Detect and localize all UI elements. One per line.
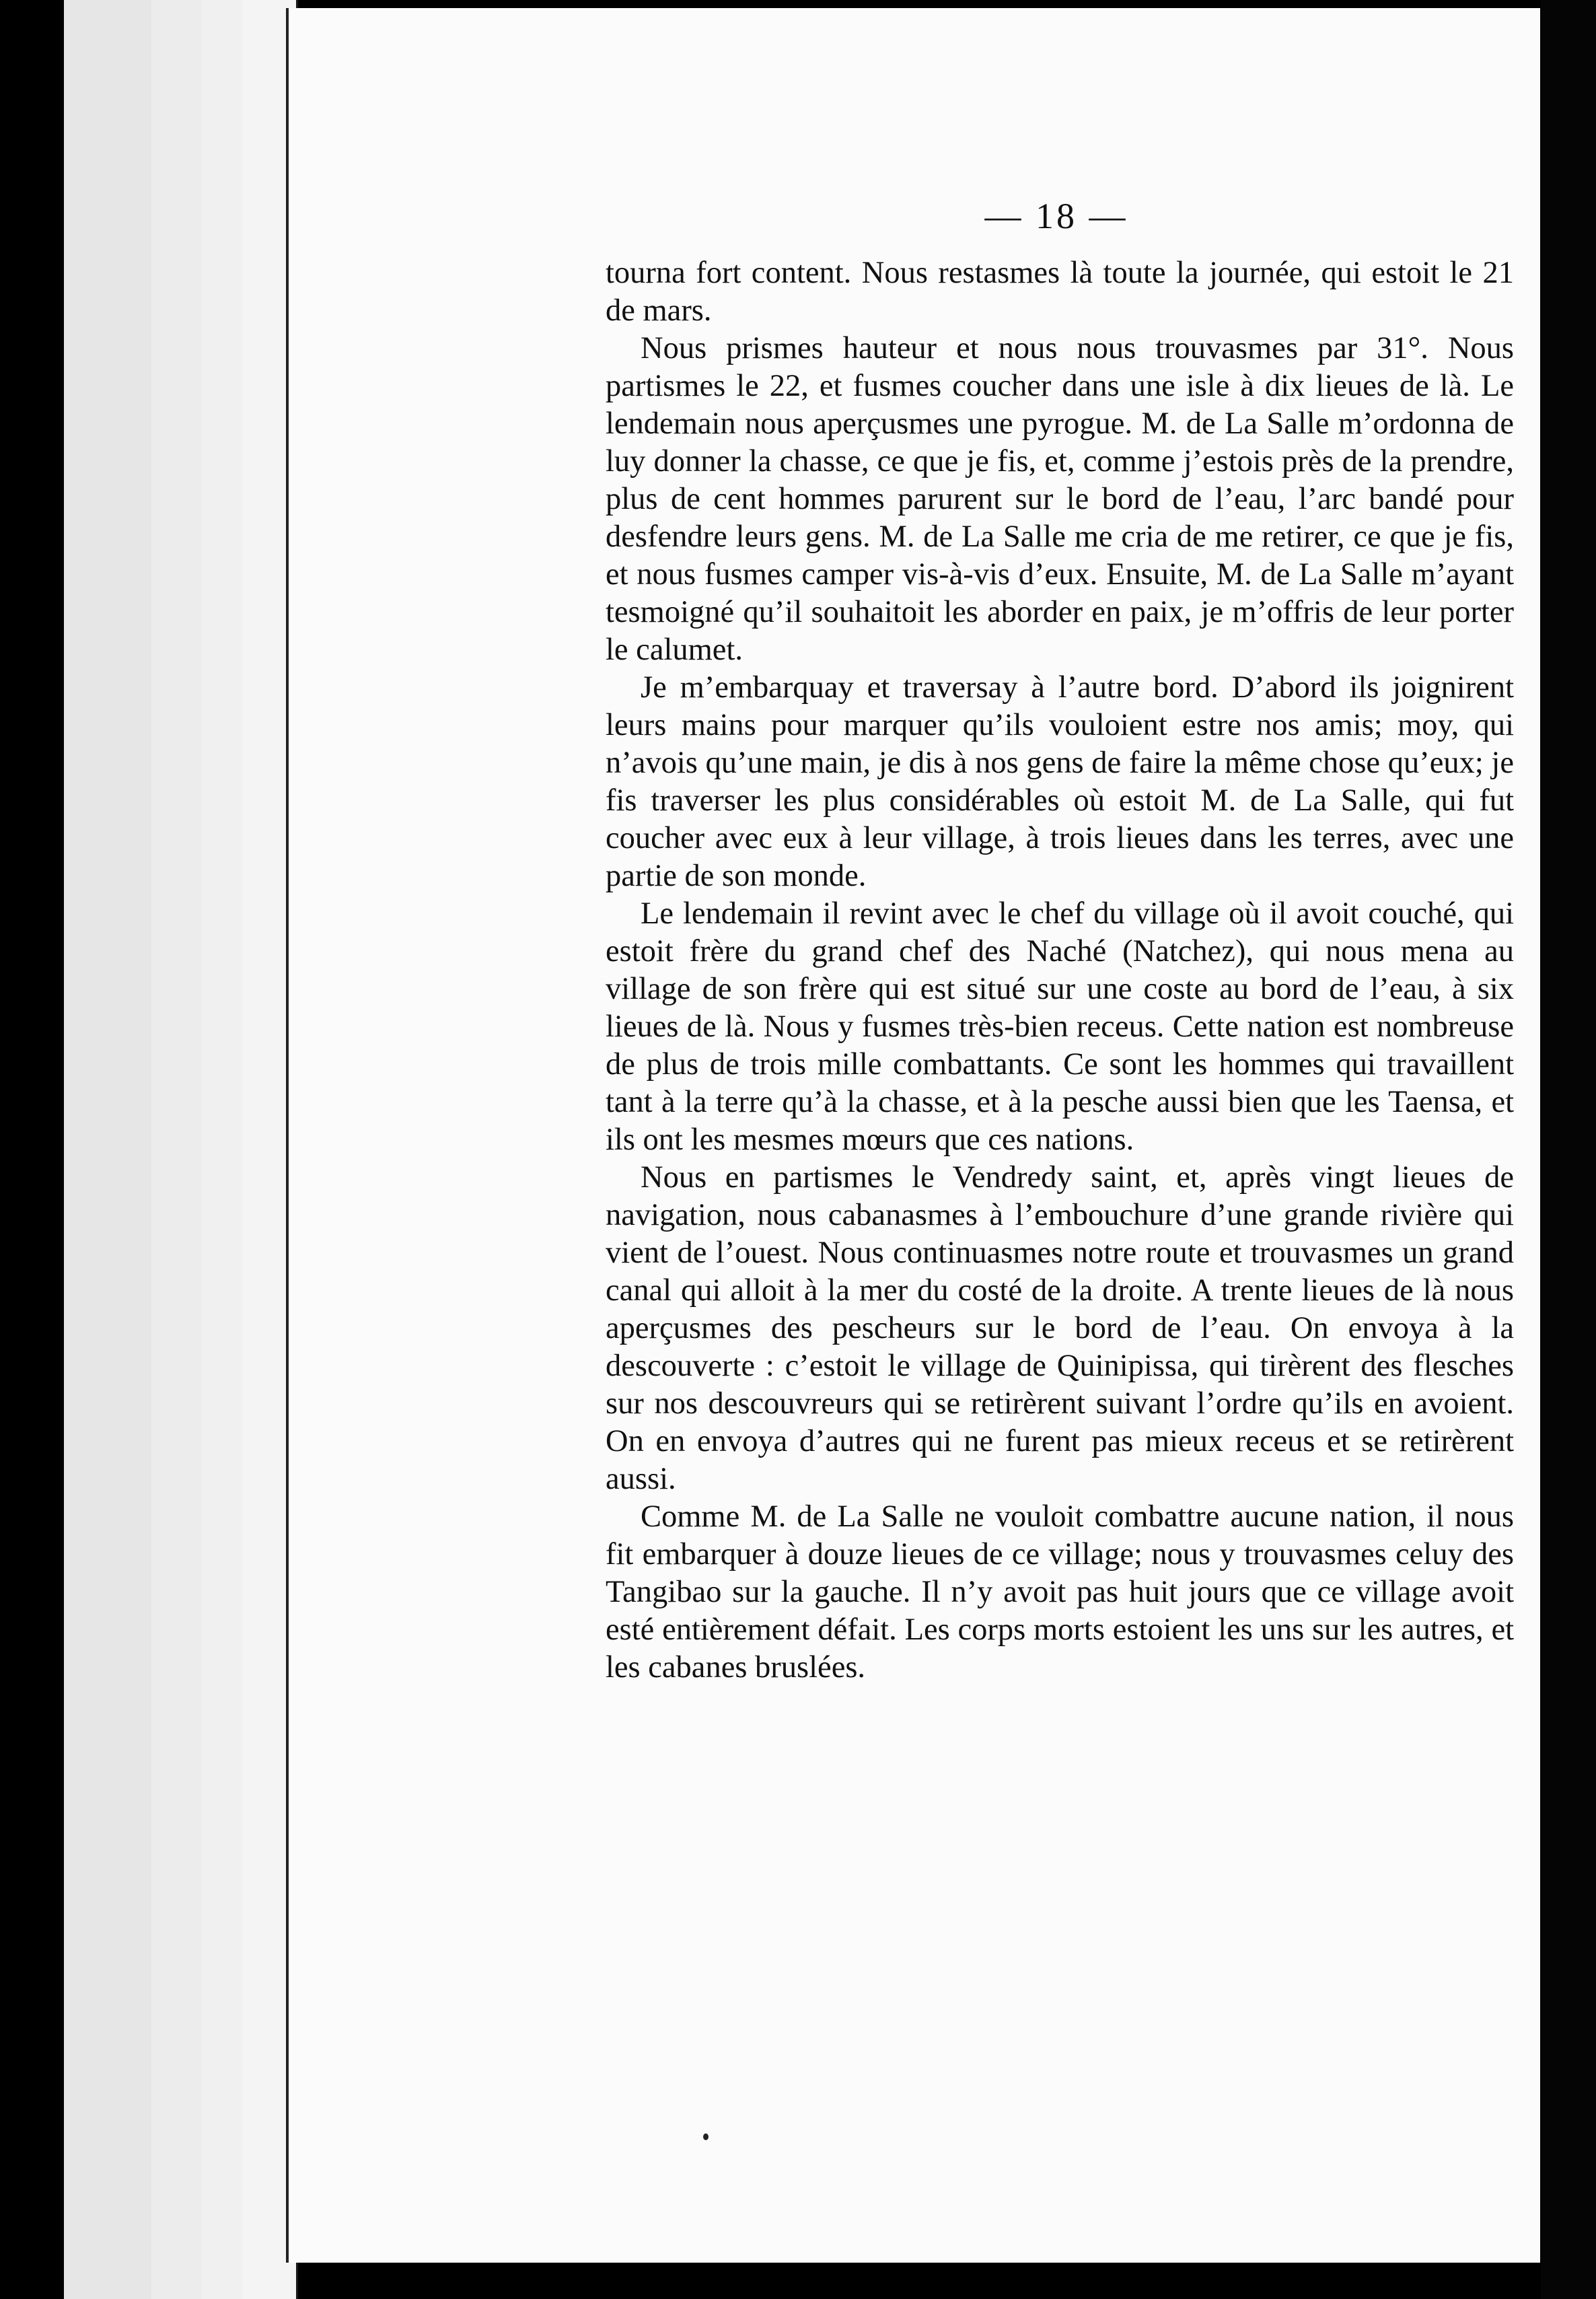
paragraph: tourna fort content. Nous restasmes là toute la journée, qui estoit le 21 de mars. <box>606 256 1514 328</box>
paragraph: Comme M. de La Salle ne vouloit combattre aucune nation, il nous fit embarquer à douze lieues de ce village; nous y trouvasmes celuy des Tangibao sur la gauche. Il n’y avoit pas huit jours que ce village avoit esté entièrement défait. Les corps morts estoient les uns sur les autres, et les cabanes bruslées. <box>606 1499 1514 1685</box>
paragraph: Je m’embarquay et traversay à l’autre bord. D’abord ils joignirent leurs mains pour marquer qu’ils vouloient estre nos amis; moy, qui n’avois qu’une main, je dis à nos gens de faire la même chose qu’eux; je fis traverser les plus considérables où estoit M. de La Salle, qui fut coucher avec eux à leur village, à trois lieues dans les terres, avec une partie de son monde. <box>606 670 1514 893</box>
paragraph: Nous en partismes le Vendredy saint, et, après vingt lieues de navigation, nous cabanasmes à l’embouchure d’une grande rivière qui vient de l’ouest. Nous continuasmes notre route et trouvasmes un grand canal qui alloit à la mer du costé de la droite. A trente lieues de là nous aperçusmes des pescheurs sur le bord de l’eau. On envoya à la descouverte : c’estoit le village de Quinipissa, qui tirèrent des flesches sur nos descouvreurs qui se retirèrent suivant l’ordre qu’ils en avoient. On en envoya d’autres qui ne furent pas mieux receus et se retirèrent aussi. <box>606 1160 1514 1496</box>
paragraph: Nous prismes hauteur et nous nous trouvasmes par 31°. Nous partismes le 22, et fusmes coucher dans une isle à dix lieues de là. Le lendemain nous aperçusmes une pyrogue. M. de La Salle m’ordonna de luy donner la chasse, ce que je fis, et, comme j’estois près de la prendre, plus de cent hommes parurent sur le bord de l’eau, l’arc bandé pour desfendre leurs gens. M. de La Salle me cria de me retirer, ce que je fis, et nous fusmes camper vis-à-vis d’eux. Ensuite, M. de La Salle m’ayant tesmoigné qu’il souhaitoit les aborder en paix, je m’offris de leur porter le calumet. <box>606 331 1514 667</box>
paragraph: Le lendemain il revint avec le chef du village où il avoit couché, qui estoit frère du grand chef des Naché (Natchez), qui nous mena au village de son frère qui est situé sur une coste au bord de l’eau, à six lieues de là. Nous y fusmes très-bien receus. Cette nation est nombreuse de plus de trois mille combattants. Ce sont les hommes qui travaillent tant à la terre qu’à la chasse, et à la pesche aussi bien que les Taensa, et ils ont les mesmes mœurs que ces nations. <box>606 896 1514 1157</box>
page-number: — 18 — <box>984 196 1128 236</box>
ink-speck <box>703 2133 709 2140</box>
body-text <box>606 254 1514 1687</box>
scan-shadow <box>1541 0 1596 2299</box>
